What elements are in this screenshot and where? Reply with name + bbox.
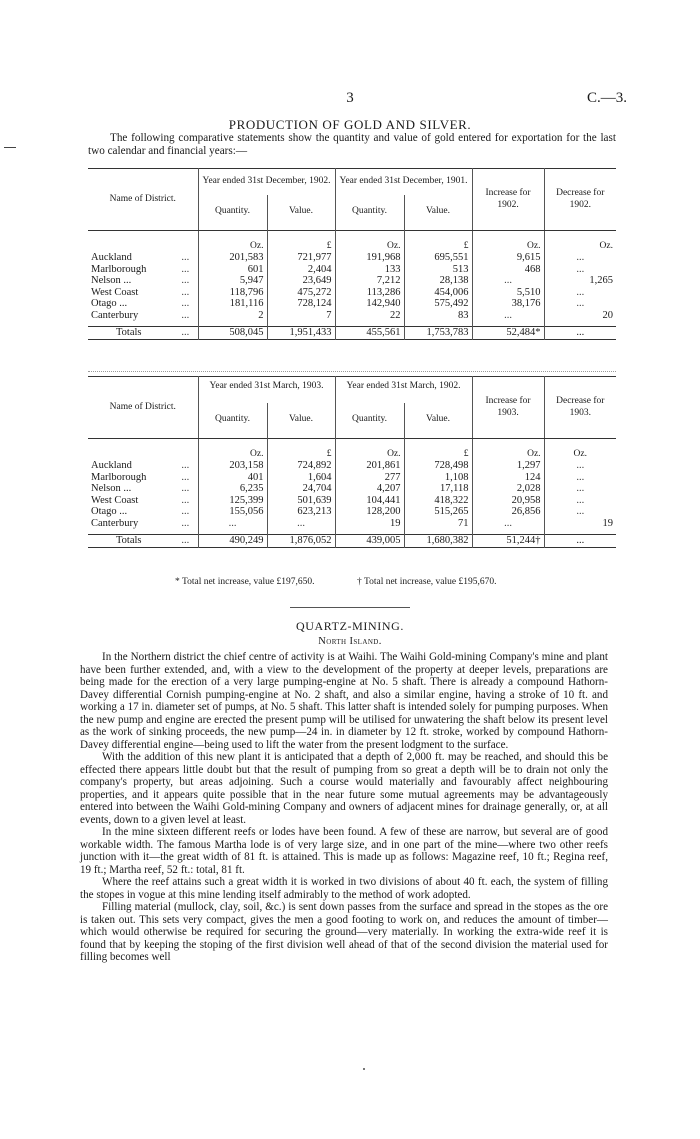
total-quantity-a: 490,249	[198, 535, 267, 548]
table-row	[88, 264, 616, 276]
quantity-a: 601	[198, 264, 267, 276]
total-quantity-b: 439,005	[335, 535, 404, 548]
quantity-b: 19	[335, 518, 404, 530]
table-row	[88, 472, 616, 484]
footnote-star: * Total net increase, value £197,650.	[175, 577, 315, 587]
value-a: 623,213	[267, 506, 335, 518]
totals-label: Totals	[116, 535, 142, 547]
page-number: 3	[346, 90, 354, 106]
leader-dots: ...	[173, 506, 198, 518]
value-a: 1,604	[267, 472, 335, 484]
document-reference: C.—3.	[586, 90, 627, 106]
value-b: 17,118	[404, 483, 472, 495]
value-a: 501,639	[267, 495, 335, 507]
decrease: ...	[576, 471, 585, 483]
district-name: Auckland	[91, 252, 132, 264]
paragraph: Filling material (mullock, clay, soil, &c.) is sent down passes from the surface and spread in the stopes as the ore is taken out. This sets very compact, gives the men a good footing to work on, and reduces the amount of timber—which would otherwise be required for securing the ground—very materially. In working the extra-wide reef it is found that by keeping the stoping of the first division well ahead of that of the second division the material used for filling becomes well	[80, 901, 608, 963]
quantity-b: 7,212	[335, 275, 404, 287]
year-b-header: Year ended 31st March, 1902.	[335, 377, 472, 403]
district-name: Nelson ...	[91, 275, 132, 287]
decrease: ...	[576, 483, 585, 495]
year-b-header: Year ended 31st December, 1901.	[335, 169, 472, 195]
leader-dots: ...	[173, 252, 198, 264]
increase-header: Increase for 1903.	[472, 377, 544, 439]
quantity-a: ...	[198, 518, 267, 530]
value-b: 728,498	[404, 460, 472, 472]
district-name: Canterbury	[91, 518, 139, 530]
leader-dots: ...	[173, 472, 198, 484]
quantity-a: 181,116	[198, 298, 267, 310]
decrease: ...	[576, 298, 585, 310]
table-row	[88, 287, 616, 299]
quantity-a: 401	[198, 472, 267, 484]
gold-table-financial-years	[88, 376, 616, 548]
quantity-a: 155,056	[198, 506, 267, 518]
table-row	[88, 495, 616, 507]
unit-label: £	[267, 241, 335, 253]
quantity-b: 104,441	[335, 495, 404, 507]
leader-dots: ...	[173, 310, 198, 322]
unit-label: Oz.	[472, 449, 544, 461]
value-b: 454,006	[404, 287, 472, 299]
leader-dots: ...	[173, 483, 198, 495]
table-row	[88, 506, 616, 518]
leader-dots: ...	[173, 327, 198, 340]
quantity-header: Quantity.	[198, 403, 267, 439]
quantity-a: 6,235	[198, 483, 267, 495]
value-b: 515,265	[404, 506, 472, 518]
increase: 1,297	[472, 460, 544, 472]
increase: ...	[472, 518, 544, 530]
increase: 2,028	[472, 483, 544, 495]
district-header: Name of District.	[88, 169, 198, 231]
intro-text: The following comparative statements show the quantity and value of gold entered for exportation for the last two calendar and financial years:—	[88, 132, 616, 157]
total-decrease: ...	[576, 535, 585, 547]
quantity-a: 201,583	[198, 252, 267, 264]
leader-dots: ...	[173, 460, 198, 472]
value-header: Value.	[267, 195, 335, 231]
value-b: 418,322	[404, 495, 472, 507]
total-value-a: 1,876,052	[267, 535, 335, 548]
value-b: 513	[404, 264, 472, 276]
decrease-header: Decrease for 1902.	[544, 169, 616, 231]
district-name: Otago ...	[91, 298, 128, 310]
intro-paragraph	[88, 132, 616, 158]
district-name: Canterbury	[91, 310, 139, 322]
units-row	[88, 449, 616, 461]
decrease: ...	[576, 286, 585, 298]
decrease: 1,265	[589, 275, 613, 287]
increase: 124	[472, 472, 544, 484]
quantity-a: 118,796	[198, 287, 267, 299]
quantity-header: Quantity.	[335, 403, 404, 439]
district-name: Nelson ...	[91, 483, 132, 495]
value-a: 7	[267, 310, 335, 322]
body-text	[80, 651, 608, 964]
quantity-b: 128,200	[335, 506, 404, 518]
value-b: 695,551	[404, 252, 472, 264]
page-mark	[363, 1068, 365, 1070]
table-row	[88, 310, 616, 322]
increase: 9,615	[472, 252, 544, 264]
quantity-b: 201,861	[335, 460, 404, 472]
leader-dots: ...	[173, 495, 198, 507]
unit-label: Oz.	[335, 449, 404, 461]
value-b: 575,492	[404, 298, 472, 310]
decrease: ...	[576, 494, 585, 506]
value-a: 2,404	[267, 264, 335, 276]
totals-row	[88, 535, 616, 548]
margin-mark	[4, 147, 16, 148]
increase: 38,176	[472, 298, 544, 310]
table-row	[88, 518, 616, 530]
table-row	[88, 460, 616, 472]
paragraph: Where the reef attains such a great width it is worked in two divisions of about 40 ft. each, the system of filling the stopes in vogue at this mine lending itself admirably to the method of work adopted.	[80, 876, 608, 901]
total-increase: 51,244†	[472, 535, 544, 548]
decrease: ...	[576, 460, 585, 472]
quantity-b: 113,286	[335, 287, 404, 299]
table-body	[88, 460, 616, 530]
increase: 5,510	[472, 287, 544, 299]
value-header: Value.	[267, 403, 335, 439]
increase: 468	[472, 264, 544, 276]
value-b: 28,138	[404, 275, 472, 287]
value-header: Value.	[404, 403, 472, 439]
total-value-a: 1,951,433	[267, 327, 335, 340]
value-a: 475,272	[267, 287, 335, 299]
quantity-header: Quantity.	[198, 195, 267, 231]
district-name: Auckland	[91, 460, 132, 472]
leader-dots: ...	[173, 535, 198, 548]
unit-label: £	[404, 449, 472, 461]
district-header: Name of District.	[88, 377, 198, 439]
table-row	[88, 252, 616, 264]
quantity-header: Quantity.	[335, 195, 404, 231]
unit-label: £	[404, 241, 472, 253]
section-divider	[290, 607, 410, 608]
district-name: Marlborough	[91, 471, 147, 483]
decrease: ...	[576, 263, 585, 275]
leader-dots: ...	[173, 518, 198, 530]
paragraph: With the addition of this new plant it is anticipated that a depth of 2,000 ft. may be reached, and should this be effected there appears little doubt but that the result of pumping from so great a depth will be to drain not only the company's property, but areas adjoining. Such a course would materially and favourably affect neighbouring properties, and it appears quite possible that in the near future some mutual agreements may be advantageously entered into between the Waihi Gold-mining Company and owners of adjacent mines for drainage generally, or, at all events, down to a given level at least.	[80, 751, 608, 826]
leader-dots: ...	[173, 287, 198, 299]
quantity-a: 203,158	[198, 460, 267, 472]
value-a: 728,124	[267, 298, 335, 310]
value-a: 724,892	[267, 460, 335, 472]
decrease-header: Decrease for 1903.	[544, 377, 616, 439]
quantity-b: 4,207	[335, 483, 404, 495]
total-value-b: 1,680,382	[404, 535, 472, 548]
increase: ...	[472, 310, 544, 322]
paragraph: In the Northern district the chief centre of activity is at Waihi. The Waihi Gold-mining Company's mine and plant have been further extended, and, with a view to the development of the property at deeper levels, preparations are being made for the erection of a very large pumping-engine at No. 5 shaft. There is already a compound Hathorn-Davey differential Cornish pumping-engine at No. 2 shaft, and also a similar engine, having a stroke of 10 ft. and working a 17 in. diameter set of pumps, at No. 5 shaft. This latter shaft is intended solely for pumping purposes. When the new pump and engine are erected the present pump will be utilised for unwatering the shaft below its present level as the work of sinking proceeds, the new pump—24 in. in diameter by 12 ft. stroke, worked by compound Hathorn-Davey differential engine—being used to lift the water from the present lodgment to the surface.	[80, 651, 608, 751]
quantity-b: 22	[335, 310, 404, 322]
quantity-a: 2	[198, 310, 267, 322]
district-name: Marlborough	[91, 263, 147, 275]
paragraph: In the mine sixteen different reefs or lodes have been found. A few of these are narrow, but several are of good workable width. The famous Martha lode is of very large size, and in one part of the mine—where two other reefs junction with it—the great width of 81 ft. is attained. This is made up as follows: Magazine reef, 10 ft.; Regina reef, 19 ft.; Martha reef, 52 ft.: total, 81 ft.	[80, 826, 608, 876]
decrease: 20	[602, 310, 613, 322]
footnote-dagger: † Total net increase, value £195,670.	[357, 577, 497, 587]
increase: 26,856	[472, 506, 544, 518]
increase: 20,958	[472, 495, 544, 507]
year-a-header: Year ended 31st March, 1903.	[198, 377, 335, 403]
value-header: Value.	[404, 195, 472, 231]
quantity-b: 133	[335, 264, 404, 276]
decrease: 19	[602, 518, 614, 530]
total-quantity-b: 455,561	[335, 327, 404, 340]
total-decrease: ...	[576, 327, 585, 339]
leader-dots: ...	[173, 298, 198, 310]
table-row	[88, 275, 616, 287]
unit-label: Oz.	[599, 240, 613, 251]
value-a: 24,704	[267, 483, 335, 495]
decrease: ...	[576, 252, 585, 264]
unit-label: Oz.	[335, 241, 404, 253]
total-increase: 52,484*	[472, 327, 544, 340]
document-title: PRODUCTION OF GOLD AND SILVER.	[228, 117, 472, 132]
quantity-b: 277	[335, 472, 404, 484]
decrease: ...	[576, 506, 585, 518]
district-name: West Coast	[91, 494, 139, 506]
leader-dots: ...	[173, 275, 198, 287]
quantity-a: 5,947	[198, 275, 267, 287]
value-b: 83	[404, 310, 472, 322]
unit-label: Oz.	[472, 241, 544, 253]
quantity-b: 191,968	[335, 252, 404, 264]
value-a: 23,649	[267, 275, 335, 287]
total-quantity-a: 508,045	[198, 327, 267, 340]
district-name: Otago ...	[91, 506, 128, 518]
value-a: 721,977	[267, 252, 335, 264]
year-a-header: Year ended 31st December, 1902.	[198, 169, 335, 195]
unit-label: £	[267, 449, 335, 461]
quantity-a: 125,399	[198, 495, 267, 507]
increase-header: Increase for 1902.	[472, 169, 544, 231]
total-value-b: 1,753,783	[404, 327, 472, 340]
value-a: ...	[267, 518, 335, 530]
leader-dots: ...	[173, 264, 198, 276]
unit-label: Oz.	[198, 449, 267, 461]
table-row	[88, 298, 616, 310]
unit-label: Oz.	[198, 241, 267, 253]
value-b: 1,108	[404, 472, 472, 484]
table-separator	[88, 371, 616, 372]
units-row	[88, 241, 616, 253]
increase: ...	[472, 275, 544, 287]
totals-row	[88, 327, 616, 340]
section-subtitle: North Island.	[318, 636, 382, 647]
unit-label: Oz.	[573, 448, 587, 459]
district-name: West Coast	[91, 286, 139, 298]
value-b: 71	[404, 518, 472, 530]
section-title: QUARTZ-MINING.	[296, 619, 404, 633]
totals-label: Totals	[116, 327, 142, 339]
table-row	[88, 483, 616, 495]
table-body	[88, 252, 616, 322]
gold-table-calendar-years	[88, 168, 616, 340]
quantity-b: 142,940	[335, 298, 404, 310]
